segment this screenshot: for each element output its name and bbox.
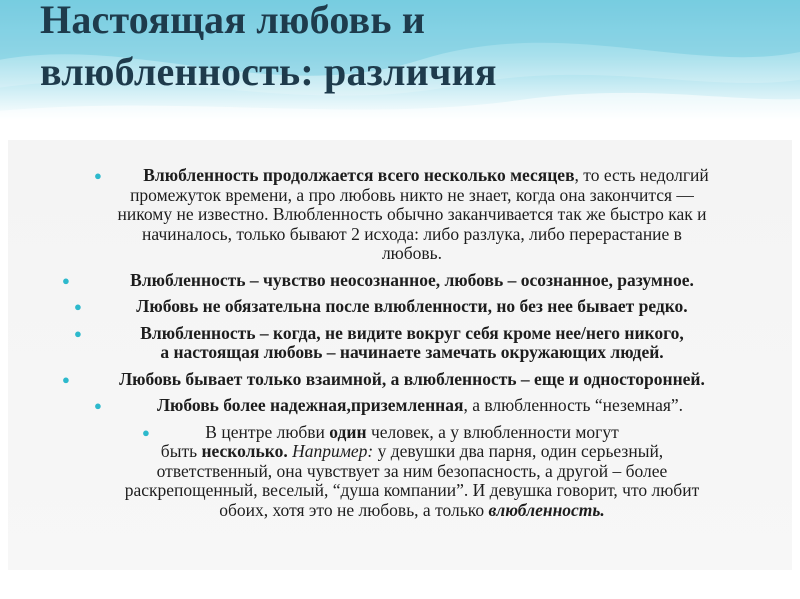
- item-line: никому не известно. Влюбленность обычно заканчивается так же быстро как и: [117, 204, 707, 224]
- item-bold-italic-text: влюбленность.: [488, 499, 605, 520]
- item-line: раскрепощенный, веселый, “душа компании”. И девушка говорит, что любит: [124, 480, 700, 500]
- bullet-icon: ●: [74, 325, 82, 341]
- item-text: В центре любви: [205, 421, 330, 442]
- item-line: [62, 442, 762, 462]
- item-text: , а влюбленность “неземная”.: [463, 395, 684, 415]
- item-text: обоих, хотя это не любовь, а только: [219, 499, 489, 520]
- item-line: Любовь бывает только взаимной, а влюбленность – еще и односторонней.: [119, 368, 705, 389]
- item-line: Любовь не обязательна после влюбленности, но без нее бывает редко.: [136, 296, 688, 316]
- item-line: [62, 501, 762, 521]
- item-line: [62, 166, 762, 186]
- bullet-icon: ●: [94, 398, 102, 413]
- item-line: [62, 423, 762, 443]
- item-bold-text: несколько.: [201, 441, 288, 461]
- title-line-2: влюбленность: различия: [40, 49, 497, 94]
- list-item: [62, 396, 762, 416]
- item-line: [62, 396, 762, 416]
- item-text: , то есть недолгий: [574, 165, 709, 185]
- item-line: Влюбленность – когда, не видите вокруг себя кроме нее/него никого,: [140, 322, 684, 343]
- item-line: любовь.: [381, 243, 443, 263]
- list-item: [62, 166, 762, 264]
- item-text: быть: [160, 441, 202, 461]
- item-text: человек, а у влюбленности могут: [366, 421, 619, 442]
- item-line: начиналось, только бывают 2 исхода: либо разлука, либо перерастание в: [142, 223, 682, 244]
- bullet-icon: ●: [62, 272, 70, 288]
- list-item: [62, 297, 762, 317]
- bullet-list: [62, 166, 762, 527]
- item-line: Влюбленность – чувство неосознанное, любовь – осознанное, разумное.: [130, 269, 694, 290]
- slide-title: [40, 0, 760, 98]
- bullet-icon: ●: [62, 371, 70, 387]
- list-item: [62, 271, 762, 291]
- item-bold-text: Влюбленность продолжается всего несколько месяцев: [143, 165, 575, 185]
- item-line: ответственный, она чувствует за ним безопасность, а другой – более: [156, 460, 668, 481]
- title-line-1: Настоящая любовь и: [40, 0, 426, 42]
- item-italic-text: Например:: [287, 441, 374, 461]
- list-item: [62, 423, 762, 521]
- bullet-icon: ●: [74, 299, 82, 314]
- list-item: [62, 324, 762, 363]
- header-band: [0, 0, 800, 120]
- bullet-icon: ●: [142, 424, 150, 440]
- item-line: промежуток времени, а про любовь никто не знает, когда она закончится —: [130, 184, 694, 205]
- item-text: у девушки два парня, один серьезный,: [373, 441, 664, 461]
- list-item: [62, 370, 762, 390]
- bullet-icon: ●: [94, 168, 102, 183]
- item-bold-text: один: [329, 421, 367, 442]
- item-bold-text: Любовь более надежная,приземленная: [156, 395, 464, 415]
- item-line: а настоящая любовь – начинаете замечать окружающих людей.: [160, 342, 664, 362]
